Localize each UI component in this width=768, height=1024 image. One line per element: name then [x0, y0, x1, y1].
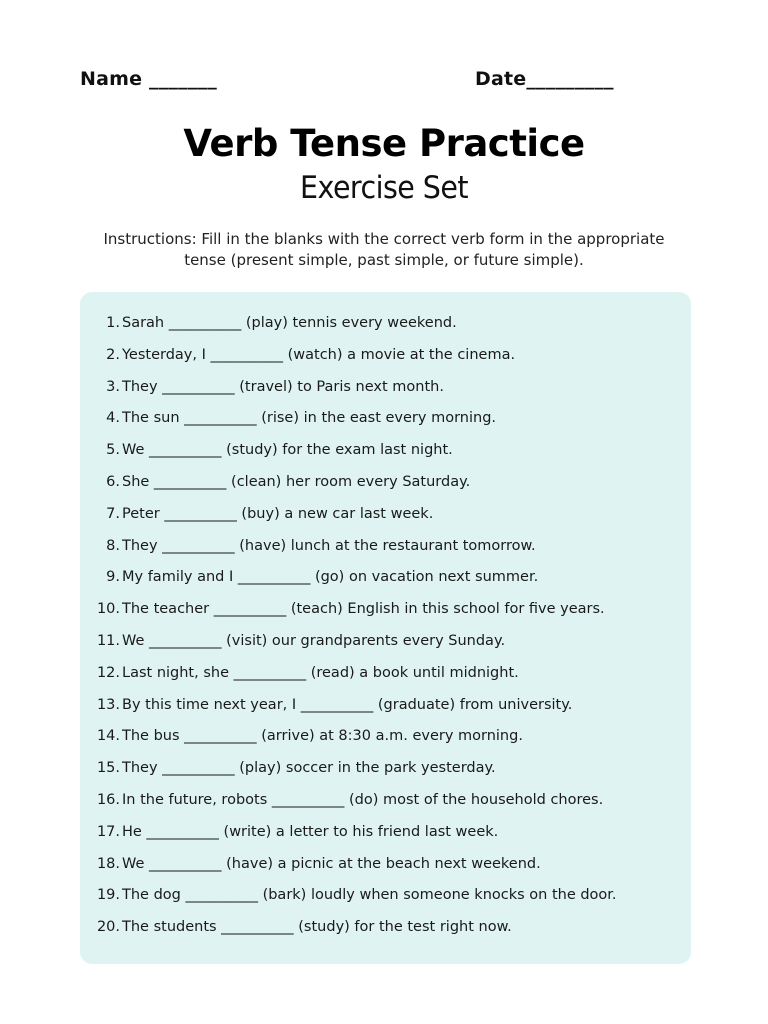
exercise-number: 11.: [96, 632, 120, 649]
exercise-sentence: They __________ (play) soccer in the park yesterday.: [122, 760, 496, 777]
exercise-number: 8.: [106, 537, 120, 554]
instructions-text: Instructions: Fill in the blanks with the correct verb form in the appropriate tense (present simple, past simple, or future simple).: [103, 230, 665, 269]
exercise-number: 6.: [106, 473, 120, 490]
exercise-item: [80, 470, 691, 502]
exercise-number: 7.: [106, 505, 120, 522]
exercise-item: [80, 756, 691, 788]
exercise-item: [80, 438, 691, 470]
exercise-number: 20.: [96, 919, 120, 936]
exercise-sentence: We __________ (visit) our grandparents every Sunday.: [122, 632, 506, 649]
exercise-number: 18.: [96, 855, 120, 872]
exercise-item: [80, 406, 691, 438]
exercise-sentence: The bus __________ (arrive) at 8:30 a.m. every morning.: [122, 728, 523, 745]
exercise-number: 16.: [96, 791, 120, 808]
exercise-item: [80, 565, 691, 597]
exercise-item: [80, 915, 691, 947]
exercise-number: 5.: [106, 442, 120, 459]
exercise-number: 13.: [96, 696, 120, 713]
exercise-item: [80, 629, 691, 661]
exercise-sentence: She __________ (clean) her room every Saturday.: [122, 473, 471, 490]
exercise-number: 4.: [106, 410, 120, 427]
page-subtitle: Exercise Set: [300, 170, 468, 206]
exercise-item: [80, 820, 691, 852]
exercise-number: 2.: [106, 346, 120, 363]
exercise-item: [80, 502, 691, 534]
exercise-list: [80, 311, 691, 947]
exercise-sentence: Sarah __________ (play) tennis every weekend.: [122, 315, 457, 331]
name-field: Name _______: [80, 68, 217, 90]
exercise-item: [80, 661, 691, 693]
exercise-item: [80, 597, 691, 629]
exercise-sentence: He __________ (write) a letter to his friend last week.: [122, 823, 499, 840]
exercise-item: [80, 343, 691, 375]
page-title: Verb Tense Practice: [183, 122, 585, 165]
exercise-item: [80, 311, 691, 343]
exercise-sentence: The teacher __________ (teach) English in this school for five years.: [122, 601, 605, 618]
exercise-item: [80, 693, 691, 725]
exercise-number: 15.: [96, 760, 120, 777]
exercise-number: 12.: [96, 664, 120, 681]
exercise-sentence: Peter __________ (buy) a new car last week.: [122, 505, 434, 522]
date-field: Date_________: [475, 68, 614, 90]
exercise-panel: [80, 292, 691, 964]
exercise-number: 1.: [106, 315, 120, 331]
exercise-item: [80, 883, 691, 915]
exercise-number: 14.: [96, 728, 120, 745]
exercise-item: [80, 788, 691, 820]
exercise-number: 19.: [96, 887, 120, 904]
exercise-sentence: They __________ (have) lunch at the restaurant tomorrow.: [122, 537, 536, 554]
exercise-item: [80, 534, 691, 566]
exercise-number: 3.: [106, 378, 120, 395]
exercise-number: 10.: [96, 601, 120, 618]
exercise-sentence: Last night, she __________ (read) a book until midnight.: [122, 664, 519, 681]
exercise-sentence: We __________ (study) for the exam last night.: [122, 442, 453, 459]
exercise-sentence: Yesterday, I __________ (watch) a movie at the cinema.: [122, 346, 516, 363]
header-row: [80, 68, 640, 96]
exercise-sentence: They __________ (travel) to Paris next month.: [122, 378, 444, 395]
exercise-number: 17.: [96, 823, 120, 840]
exercise-item: [80, 852, 691, 884]
exercise-item: [80, 375, 691, 407]
exercise-sentence: My family and I __________ (go) on vacation next summer.: [122, 569, 539, 586]
exercise-sentence: The dog __________ (bark) loudly when someone knocks on the door.: [122, 887, 617, 904]
exercise-number: 9.: [106, 569, 120, 586]
exercise-sentence: The students __________ (study) for the test right now.: [122, 919, 512, 936]
exercise-sentence: By this time next year, I __________ (graduate) from university.: [122, 696, 573, 713]
exercise-item: [80, 724, 691, 756]
exercise-sentence: The sun __________ (rise) in the east every morning.: [122, 410, 497, 427]
exercise-sentence: In the future, robots __________ (do) most of the household chores.: [122, 791, 604, 808]
exercise-sentence: We __________ (have) a picnic at the beach next weekend.: [122, 855, 541, 872]
